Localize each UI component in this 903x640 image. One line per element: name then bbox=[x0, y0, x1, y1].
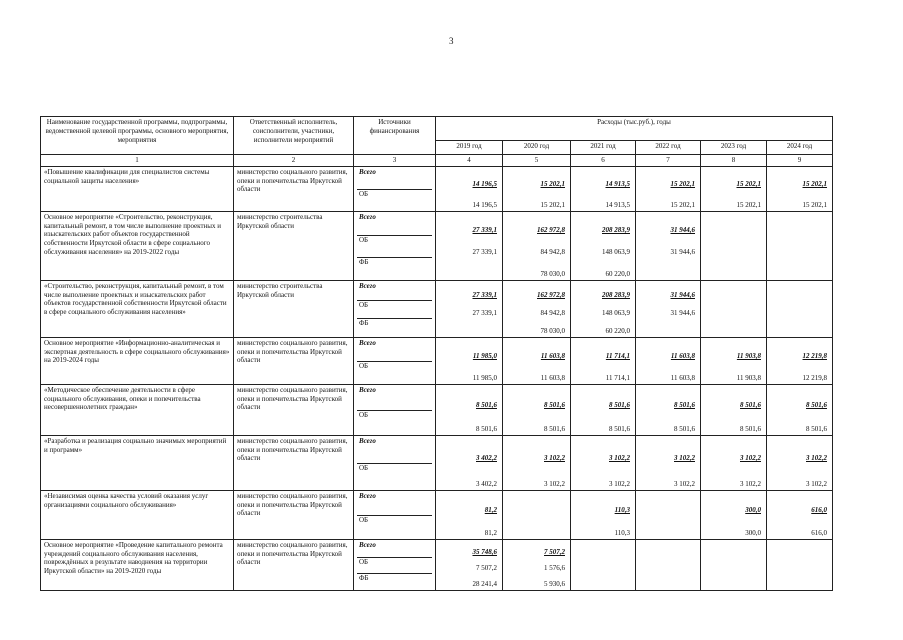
table-row bbox=[41, 211, 833, 280]
expense-cell bbox=[571, 539, 636, 590]
funding-source-label: Всего bbox=[359, 491, 376, 500]
expense-total bbox=[506, 492, 567, 515]
expense-value: 8 501,6 bbox=[476, 425, 497, 433]
expense-total: 3 102,2 bbox=[609, 454, 630, 462]
expense-cell bbox=[636, 539, 701, 590]
executor-name: министерство социального развития, опеки и попечительства Иркутской области bbox=[234, 337, 354, 384]
expense-total: 15 202,1 bbox=[540, 180, 565, 188]
expense-total: 27 339,1 bbox=[472, 226, 497, 234]
expense-value bbox=[439, 257, 499, 279]
expense-cell bbox=[636, 384, 701, 435]
expense-total: 27 339,1 bbox=[472, 291, 497, 299]
column-number: 9 bbox=[767, 155, 833, 167]
column-number: 7 bbox=[636, 155, 701, 167]
expense-value bbox=[704, 318, 763, 336]
expense-value: 3 402,2 bbox=[476, 480, 497, 488]
expense-cell bbox=[503, 384, 571, 435]
expense-total: 15 202,1 bbox=[802, 180, 828, 188]
funding-source-label: Всего bbox=[359, 338, 376, 347]
expense-value bbox=[704, 235, 763, 257]
table-row bbox=[41, 435, 833, 490]
executor-name: министерство социального развития, опеки и попечительства Иркутской области bbox=[234, 166, 354, 211]
expense-value: 27 339,1 bbox=[472, 248, 497, 256]
expense-value: 12 219,8 bbox=[802, 374, 828, 382]
expense-cell bbox=[436, 490, 503, 539]
expense-value: 3 102,2 bbox=[740, 480, 761, 488]
expense-cell bbox=[436, 211, 503, 280]
expense-cell bbox=[571, 211, 636, 280]
expense-cell bbox=[767, 490, 833, 539]
expense-value: 8 501,6 bbox=[806, 425, 828, 433]
funding-sources bbox=[354, 384, 436, 435]
expense-total bbox=[770, 541, 829, 557]
funding-sources bbox=[354, 337, 436, 384]
executor-name: министерство социального развития, опеки и попечительства Иркутской области bbox=[234, 539, 354, 590]
expense-total: 162 972,8 bbox=[537, 291, 565, 299]
expense-value: 84 942,8 bbox=[540, 309, 565, 317]
expense-cell bbox=[701, 539, 767, 590]
expense-value: 78 030,0 bbox=[540, 270, 565, 278]
executor-name: министерство социального развития, опеки и попечительства Иркутской области bbox=[234, 490, 354, 539]
expense-value bbox=[639, 318, 697, 336]
expense-cell bbox=[571, 280, 636, 337]
expense-cell bbox=[503, 435, 571, 490]
expense-value: 15 202,1 bbox=[802, 201, 828, 209]
expense-cell bbox=[571, 435, 636, 490]
expense-cell bbox=[503, 166, 571, 211]
expense-cell bbox=[701, 435, 767, 490]
expense-value: 28 241,4 bbox=[472, 580, 497, 588]
expense-value: 110,3 bbox=[614, 529, 630, 537]
expense-cell bbox=[436, 384, 503, 435]
expense-value: 81,2 bbox=[484, 529, 497, 537]
expense-cell bbox=[767, 211, 833, 280]
table-row bbox=[41, 166, 833, 211]
expense-value: 11 603,8 bbox=[670, 374, 695, 382]
expense-total: 208 283,9 bbox=[602, 226, 630, 234]
expense-cell bbox=[767, 435, 833, 490]
table-row bbox=[41, 337, 833, 384]
expense-cell bbox=[436, 337, 503, 384]
expense-cell bbox=[701, 166, 767, 211]
expense-total: 14 196,5 bbox=[472, 180, 497, 188]
expense-value: 1 576,6 bbox=[544, 564, 565, 572]
expense-total: 110,3 bbox=[614, 506, 630, 514]
funding-source-label: ФБ bbox=[357, 257, 432, 279]
expense-value bbox=[639, 557, 697, 573]
header-year: 2020 год bbox=[503, 141, 571, 155]
expense-value bbox=[770, 318, 829, 336]
funding-source-label: Всего bbox=[359, 167, 376, 176]
expense-total: 15 202,1 bbox=[736, 180, 761, 188]
expense-cell bbox=[571, 166, 636, 211]
expense-total bbox=[704, 541, 763, 557]
header-year: 2022 год bbox=[636, 141, 701, 155]
expense-value bbox=[574, 557, 632, 573]
expense-cell bbox=[636, 490, 701, 539]
expense-cell bbox=[571, 384, 636, 435]
budget-table bbox=[40, 116, 833, 591]
expense-total: 3 102,2 bbox=[806, 454, 828, 462]
expense-cell bbox=[503, 211, 571, 280]
executor-name: министерство социального развития, опеки и попечительства Иркутской области bbox=[234, 435, 354, 490]
expense-total: 616,0 bbox=[811, 506, 828, 514]
expense-total: 8 501,6 bbox=[806, 401, 828, 409]
expense-total: 11 985,0 bbox=[472, 352, 497, 360]
expense-total: 11 903,8 bbox=[736, 352, 761, 360]
page-number: 3 bbox=[449, 36, 454, 46]
expense-cell bbox=[636, 280, 701, 337]
expense-value bbox=[574, 573, 632, 589]
program-name: «Строительство, реконструкция, капитальный ремонт, в том числе выполнение проектных и изыскательских работ объектов государственной собственности Иркутской области в сфере социального обслуживания населения» bbox=[41, 280, 234, 337]
expense-value: 31 944,6 bbox=[670, 248, 695, 256]
expense-total: 31 944,6 bbox=[670, 226, 695, 234]
expense-value: 5 930,6 bbox=[544, 580, 565, 588]
expense-cell bbox=[636, 211, 701, 280]
expense-value: 14 913,5 bbox=[605, 201, 630, 209]
expense-total: 15 202,1 bbox=[670, 180, 695, 188]
expense-total: 300,0 bbox=[745, 506, 761, 514]
expense-value: 31 944,6 bbox=[670, 309, 695, 317]
program-name: «Разработка и реализация социально значимых мероприятий и программ» bbox=[41, 435, 234, 490]
expense-value: 15 202,1 bbox=[670, 201, 695, 209]
table-row bbox=[41, 490, 833, 539]
expense-cell bbox=[636, 166, 701, 211]
funding-sources bbox=[354, 280, 436, 337]
expense-value: 616,0 bbox=[811, 529, 828, 537]
column-number: 8 bbox=[701, 155, 767, 167]
expense-value bbox=[770, 557, 829, 573]
funding-sources bbox=[354, 490, 436, 539]
expense-value: 84 942,8 bbox=[540, 248, 565, 256]
expense-cell bbox=[767, 280, 833, 337]
expense-value bbox=[770, 257, 829, 279]
expense-value bbox=[704, 300, 763, 318]
expense-cell bbox=[436, 166, 503, 211]
expense-cell bbox=[701, 337, 767, 384]
funding-sources bbox=[354, 435, 436, 490]
expense-value: 11 714,1 bbox=[605, 374, 630, 382]
funding-source-label: Всего bbox=[359, 540, 376, 549]
expense-cell bbox=[503, 337, 571, 384]
header-year: 2024 год bbox=[767, 141, 833, 155]
expense-total: 3 402,2 bbox=[476, 454, 497, 462]
expense-cell bbox=[636, 337, 701, 384]
expense-total: 7 507,2 bbox=[544, 548, 565, 556]
column-number: 1 bbox=[41, 155, 234, 167]
expense-value: 300,0 bbox=[745, 529, 761, 537]
program-name: «Методическое обеспечение деятельности в сфере социального обслуживания, опеки и попечительства несовершеннолетних граждан» bbox=[41, 384, 234, 435]
funding-source-label: ОБ bbox=[357, 515, 432, 538]
funding-source-label: Всего bbox=[359, 436, 376, 445]
expense-value: 27 339,1 bbox=[472, 309, 497, 317]
column-number: 4 bbox=[436, 155, 503, 167]
funding-source-label: ФБ bbox=[357, 318, 432, 336]
header-executor: Ответственный исполнитель, соисполнители, участники, исполнители мероприятий bbox=[234, 117, 354, 155]
funding-source-label: Всего bbox=[359, 385, 376, 394]
expense-cell bbox=[767, 384, 833, 435]
funding-source-label: ОБ bbox=[357, 300, 432, 318]
expense-cell bbox=[767, 337, 833, 384]
expense-total: 208 283,9 bbox=[602, 291, 630, 299]
expense-value: 60 220,0 bbox=[605, 270, 630, 278]
program-name: «Независимая оценка качества условий оказания услуг организациями социального обслуживания» bbox=[41, 490, 234, 539]
expense-total: 31 944,6 bbox=[670, 291, 695, 299]
executor-name: министерство строительства Иркутской области bbox=[234, 211, 354, 280]
expense-value bbox=[704, 573, 763, 589]
table-row bbox=[41, 539, 833, 590]
expense-value: 3 102,2 bbox=[544, 480, 565, 488]
funding-source-label: ОБ bbox=[357, 361, 432, 383]
program-name: Основное мероприятие «Строительство, реконструкция, капитальный ремонт, в том числе выполнение проектных и изыскательских работ объектов государственной собственности Иркутской области в сфере социального обслуживания населения» на 2019-2022 годы bbox=[41, 211, 234, 280]
expense-total: 12 219,8 bbox=[802, 352, 828, 360]
executor-name: министерство строительства Иркутской области bbox=[234, 280, 354, 337]
table-row bbox=[41, 280, 833, 337]
expense-cell bbox=[503, 539, 571, 590]
header-year: 2021 год bbox=[571, 141, 636, 155]
funding-source-label: ОБ bbox=[357, 189, 432, 210]
expense-cell bbox=[767, 539, 833, 590]
table-row bbox=[41, 384, 833, 435]
expense-value: 148 063,9 bbox=[602, 309, 630, 317]
expense-value bbox=[639, 573, 697, 589]
expense-cell bbox=[571, 337, 636, 384]
header-year: 2019 год bbox=[436, 141, 503, 155]
expense-cell bbox=[636, 435, 701, 490]
expense-value: 8 501,6 bbox=[740, 425, 761, 433]
expense-cell bbox=[767, 166, 833, 211]
expense-total bbox=[770, 282, 829, 300]
expense-value bbox=[704, 257, 763, 279]
expense-cell bbox=[436, 435, 503, 490]
expense-value: 14 196,5 bbox=[472, 201, 497, 209]
expense-total: 81,2 bbox=[484, 506, 497, 514]
expense-cell bbox=[571, 490, 636, 539]
expense-cell bbox=[701, 384, 767, 435]
expense-total bbox=[639, 492, 697, 515]
expense-value bbox=[506, 515, 567, 538]
expense-cell bbox=[503, 490, 571, 539]
expense-total: 14 913,5 bbox=[605, 180, 630, 188]
funding-source-label: ОБ bbox=[357, 410, 432, 434]
funding-sources bbox=[354, 539, 436, 590]
expense-cell bbox=[436, 280, 503, 337]
expense-value: 15 202,1 bbox=[736, 201, 761, 209]
expense-total: 8 501,6 bbox=[609, 401, 630, 409]
expense-value bbox=[770, 573, 829, 589]
program-name: «Повышение квалификации для специалистов системы социальной защиты населения» bbox=[41, 166, 234, 211]
program-name: Основное мероприятие «Информационно-аналитическая и экспертная деятельность в сфере социального обслуживания» на 2019-2024 годы bbox=[41, 337, 234, 384]
expense-total bbox=[704, 282, 763, 300]
column-number: 3 bbox=[354, 155, 436, 167]
expense-value: 7 507,2 bbox=[476, 564, 497, 572]
expense-total: 8 501,6 bbox=[674, 401, 695, 409]
expense-cell bbox=[701, 211, 767, 280]
expense-total: 3 102,2 bbox=[740, 454, 761, 462]
expense-total: 35 748,6 bbox=[472, 548, 497, 556]
expense-value: 11 603,8 bbox=[540, 374, 565, 382]
funding-source-label: ФБ bbox=[357, 573, 432, 589]
executor-name: министерство социального развития, опеки и попечительства Иркутской области bbox=[234, 384, 354, 435]
expense-value bbox=[439, 318, 499, 336]
expense-total: 8 501,6 bbox=[476, 401, 497, 409]
expense-value: 60 220,0 bbox=[605, 327, 630, 335]
expense-value: 3 102,2 bbox=[674, 480, 695, 488]
column-number: 5 bbox=[503, 155, 571, 167]
expense-total bbox=[574, 541, 632, 557]
expense-value: 3 102,2 bbox=[609, 480, 630, 488]
expense-total bbox=[639, 541, 697, 557]
funding-source-label: Всего bbox=[359, 212, 376, 221]
expense-total: 11 603,8 bbox=[670, 352, 695, 360]
header-program: Наименование государственной программы, подпрограммы, ведомственной целевой программы, основного мероприятия, мероприятия bbox=[41, 117, 234, 155]
funding-source-label: ОБ bbox=[357, 463, 432, 489]
expense-total: 8 501,6 bbox=[544, 401, 565, 409]
column-number: 6 bbox=[571, 155, 636, 167]
expense-value bbox=[704, 557, 763, 573]
expense-value: 8 501,6 bbox=[609, 425, 630, 433]
expense-total: 3 102,2 bbox=[544, 454, 565, 462]
funding-source-label: ОБ bbox=[357, 557, 432, 573]
funding-source-label: Всего bbox=[359, 281, 376, 290]
expense-cell bbox=[436, 539, 503, 590]
program-name: Основное мероприятие «Проведение капитального ремонта учреждений социального обслуживания населения, повреждённых в результате наводнения на территории Иркутской области» на 2019-2020 годы bbox=[41, 539, 234, 590]
expense-total: 3 102,2 bbox=[674, 454, 695, 462]
column-number: 2 bbox=[234, 155, 354, 167]
expense-value bbox=[770, 300, 829, 318]
header-expenses: Расходы (тыс.руб.), годы bbox=[436, 117, 833, 141]
expense-cell bbox=[701, 490, 767, 539]
header-source: Источники финансирования bbox=[354, 117, 436, 155]
expense-value: 3 102,2 bbox=[806, 480, 828, 488]
funding-source-label: ОБ bbox=[357, 235, 432, 257]
header-year: 2023 год bbox=[701, 141, 767, 155]
expense-value: 11 903,8 bbox=[736, 374, 761, 382]
expense-total: 8 501,6 bbox=[740, 401, 761, 409]
expense-total bbox=[704, 213, 763, 235]
expense-cell bbox=[503, 280, 571, 337]
expense-value: 15 202,1 bbox=[540, 201, 565, 209]
expense-value: 11 985,0 bbox=[472, 374, 497, 382]
expense-total: 162 972,8 bbox=[537, 226, 565, 234]
funding-sources bbox=[354, 211, 436, 280]
expense-value: 8 501,6 bbox=[544, 425, 565, 433]
expense-value: 148 063,9 bbox=[602, 248, 630, 256]
expense-value bbox=[770, 235, 829, 257]
expense-total: 11 714,1 bbox=[605, 352, 630, 360]
expense-value: 8 501,6 bbox=[674, 425, 695, 433]
expense-cell bbox=[701, 280, 767, 337]
expense-value bbox=[639, 257, 697, 279]
expense-total: 11 603,8 bbox=[540, 352, 565, 360]
expense-total bbox=[770, 213, 829, 235]
expense-value bbox=[639, 515, 697, 538]
funding-sources bbox=[354, 166, 436, 211]
expense-value: 78 030,0 bbox=[540, 327, 565, 335]
